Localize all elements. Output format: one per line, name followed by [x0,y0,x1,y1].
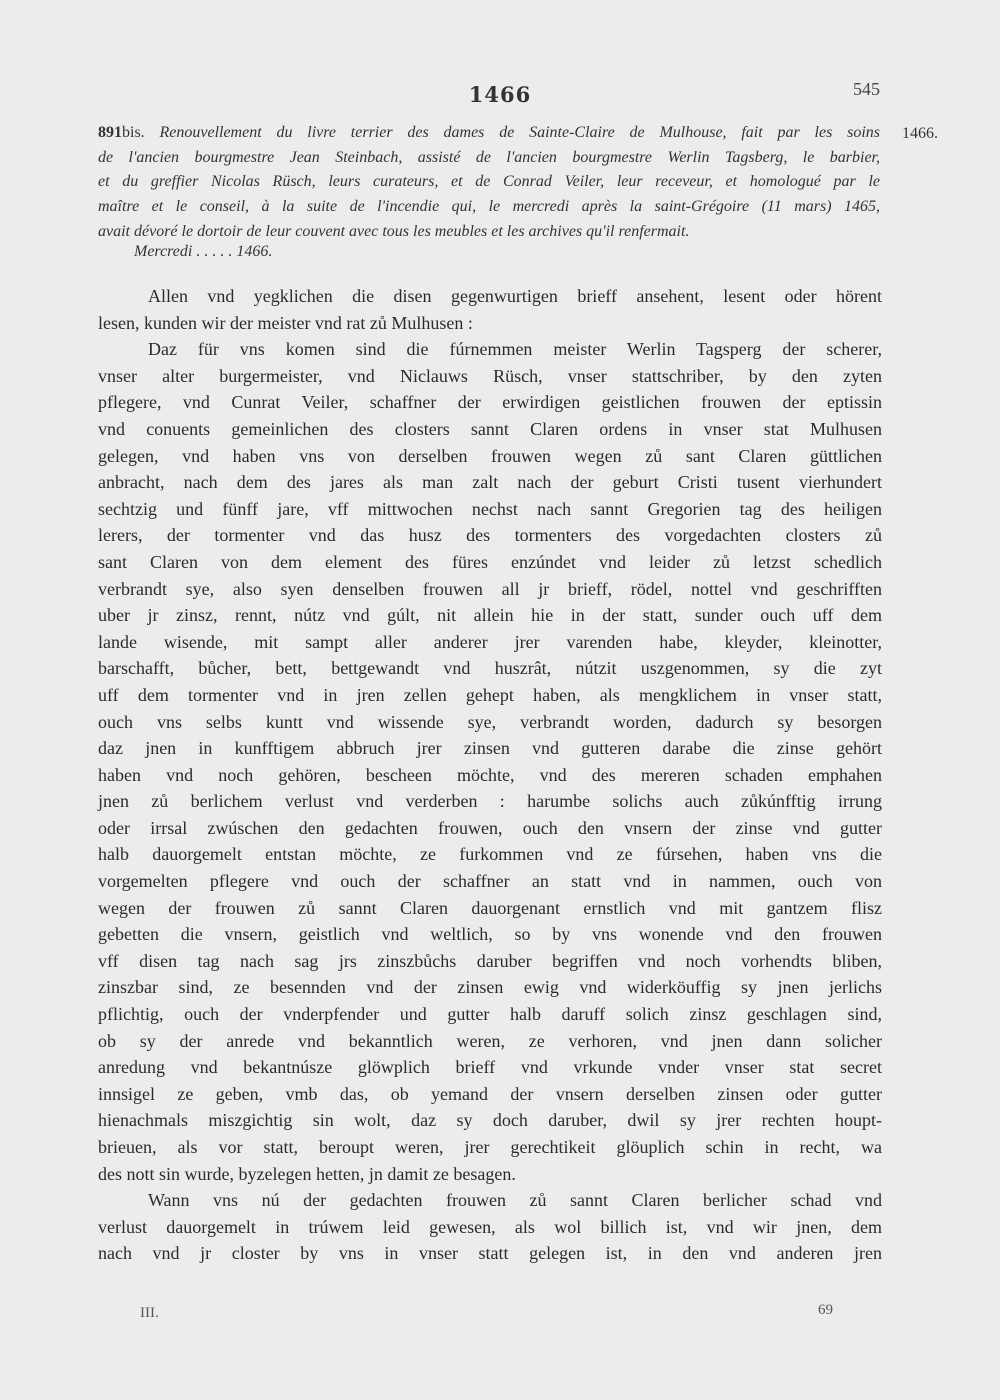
text-line: sant Claren von dem element des füres enzúndet vnd leider zů letzst schedlich [98,551,882,572]
text-line: ob sy der anrede vnd bekanntlich weren, ze verhoren, vnd jnen dann solicher [98,1030,882,1051]
text-line: oder irrsal zwúschen den gedachten frouwen, ouch den vnsern der zinse vnd gutter [98,817,882,838]
text-line: wegen der frouwen zů sannt Claren dauorgenant ernstlich vnd mit gantzem flisz [98,897,882,918]
text-line: pflichtig, ouch der vnderpfender und gutter halb daruff solich zinsz geschlagen sind, [98,1004,882,1025]
text-line: lande wisende, mit sampt aller anderer jrer varenden habe, kleyder, kleinotter, [98,631,882,652]
document-number-suffix: bis. [122,124,145,141]
text-line: uber jr zinsz, rennt, nútz vnd gúlt, nit allein hie in der statt, sunder ouch uff dem [98,605,882,626]
text-line: anredung vnd bekantnúsze glöwplich brieff vnd vrkunde vnder vnser stat secret [98,1057,882,1078]
rubric-text: Renouvellement du livre terrier des dames de Sainte-Claire de Mulhouse, fait par les soins [159,124,880,141]
text-line: innsigel ze geben, vmb das, ob yemand der vnsern derselben zinsen oder gutter [98,1083,882,1104]
text-line: anbracht, nach dem des jares als man zalt nach der geburt Cristi tusent vierhundert [98,472,882,493]
text-line: Daz für vns komen sind die fúrnemmen meister Werlin Tagsperg der scherer, [148,339,882,360]
rubric-line: avait dévoré le dortoir de leur couvent avec tous les meubles et les archives qu'il renfermait. [98,222,690,240]
signature-number: 69 [818,1302,833,1318]
text-line: verbrandt sye, also syen denselben frouwen all jr brieff, rödel, nottel vnd geschrifften [98,578,882,599]
text-line: ouch vns selbs kuntt vnd wissende sye, verbrandt worden, dadurch sy besorgen [98,711,882,732]
page-header-year: 1466 [468,82,532,107]
charter-text [98,283,882,1267]
text-line: lerers, der tormenter vnd das husz des tormenters des vorgedachten closters zů [98,525,882,546]
text-line: haben vnd noch gehören, bescheen möchte, vnd des mereren schaden emphahen [98,764,882,785]
text-line: barschafft, bůcher, bett, bettgewandt vnd huszrât, nútzit uszgenommen, sy die zyt [98,658,882,679]
text-line: lesen, kunden wir der meister vnd rat zů Mulhusen : [98,312,473,333]
text-line: vff disen tag nach sag jrs zinszbůchs daruber begriffen vnd noch vorhendts bliben, [98,950,882,971]
text-line: des nott sin wurde, byzelegen hetten, jn damit ze besagen. [98,1163,516,1184]
document-rubric [98,121,880,245]
text-line: verlust dauorgemelt in trúwem leid gewesen, als wol billich ist, vnd wir jnen, dem [98,1216,882,1237]
rubric-line: maître et le conseil, à la suite de l'incendie qui, le mercredi après la saint-Grégoire (11 mars) 1465, [98,198,880,216]
text-line: sechtzig und fünff jare, vff mittwochen nechst nach sannt Gregorien tag des heiligen [98,498,882,519]
text-line: pflegere, vnd Cunrat Veiler, schaffner der erwirdigen geistlichen frouwen der eptissin [98,392,882,413]
text-line: nach vnd jr closter by vns in vnser statt gelegen ist, in den vnd anderen jren [98,1243,882,1264]
text-line: halb dauorgemelt entstan möchte, ze furkommen vnd ze fúrsehen, haben vns die [98,844,882,865]
rubric-line: et du greffier Nicolas Rüsch, leurs curateurs, et de Conrad Veiler, leur receveur, et homologué par le [98,173,880,191]
text-line: gelegen, vnd haben vns von derselben frouwen wegen zů sant Claren güttlichen [98,445,882,466]
document-number: 891 [98,124,122,141]
text-line: jnen zů berlichem verlust vnd verderben : harumbe solichs auch zůkúnfftig irrung [98,791,882,812]
text-line: daz jnen in kunfftigem abbruch jrer zinsen vnd gutteren darabe die zinse gehört [98,738,882,759]
text-line: Wann vns nú der gedachten frouwen zů sannt Claren berlicher schad vnd [148,1190,882,1211]
page-number: 545 [853,79,880,99]
text-line: vnd conuents gemeinlichen des closters sannt Claren ordens in vnser stat Mulhusen [98,418,882,439]
text-line: brieuen, als vor statt, beroupt weren, jrer gerechtikeit glöuplich schin in recht, wa [98,1137,882,1157]
text-line: gebetten die vnsern, geistlich vnd weltlich, so by vns wonende vnd den frouwen [98,924,882,945]
text-line: zinszbar sind, ze besennden vnd der zinsen ewig vnd widerköuffig sy jnen jerlichs [98,977,882,998]
text-line: uff dem tormenter vnd in jren zellen gehept haben, als mengklichem in vnser statt, [98,684,882,705]
margin-year-note: 1466. [902,125,938,142]
document-date: Mercredi . . . . . 1466. [134,243,273,260]
rubric-line [98,121,880,146]
rubric-line: de l'ancien bourgmestre Jean Steinbach, assisté de l'ancien bourgmestre Werlin Tagsberg, le barbier, [98,148,880,166]
text-line: Allen vnd yegklichen die disen gegenwurtigen brieff ansehent, lesent oder hörent [148,286,882,306]
text-line: vorgemelten pflegere vnd ouch der schaffner an statt vnd in nammen, ouch von [98,871,882,892]
signature-mark: III. [140,1305,159,1321]
text-line: vnser alter burgermeister, vnd Niclauws Rüsch, vnser stattschriber, by den zyten [98,365,882,386]
text-line: hienachmals miszgichtig sin wolt, daz sy doch daruber, dwil sy jrer rechten houpt- [98,1110,882,1131]
